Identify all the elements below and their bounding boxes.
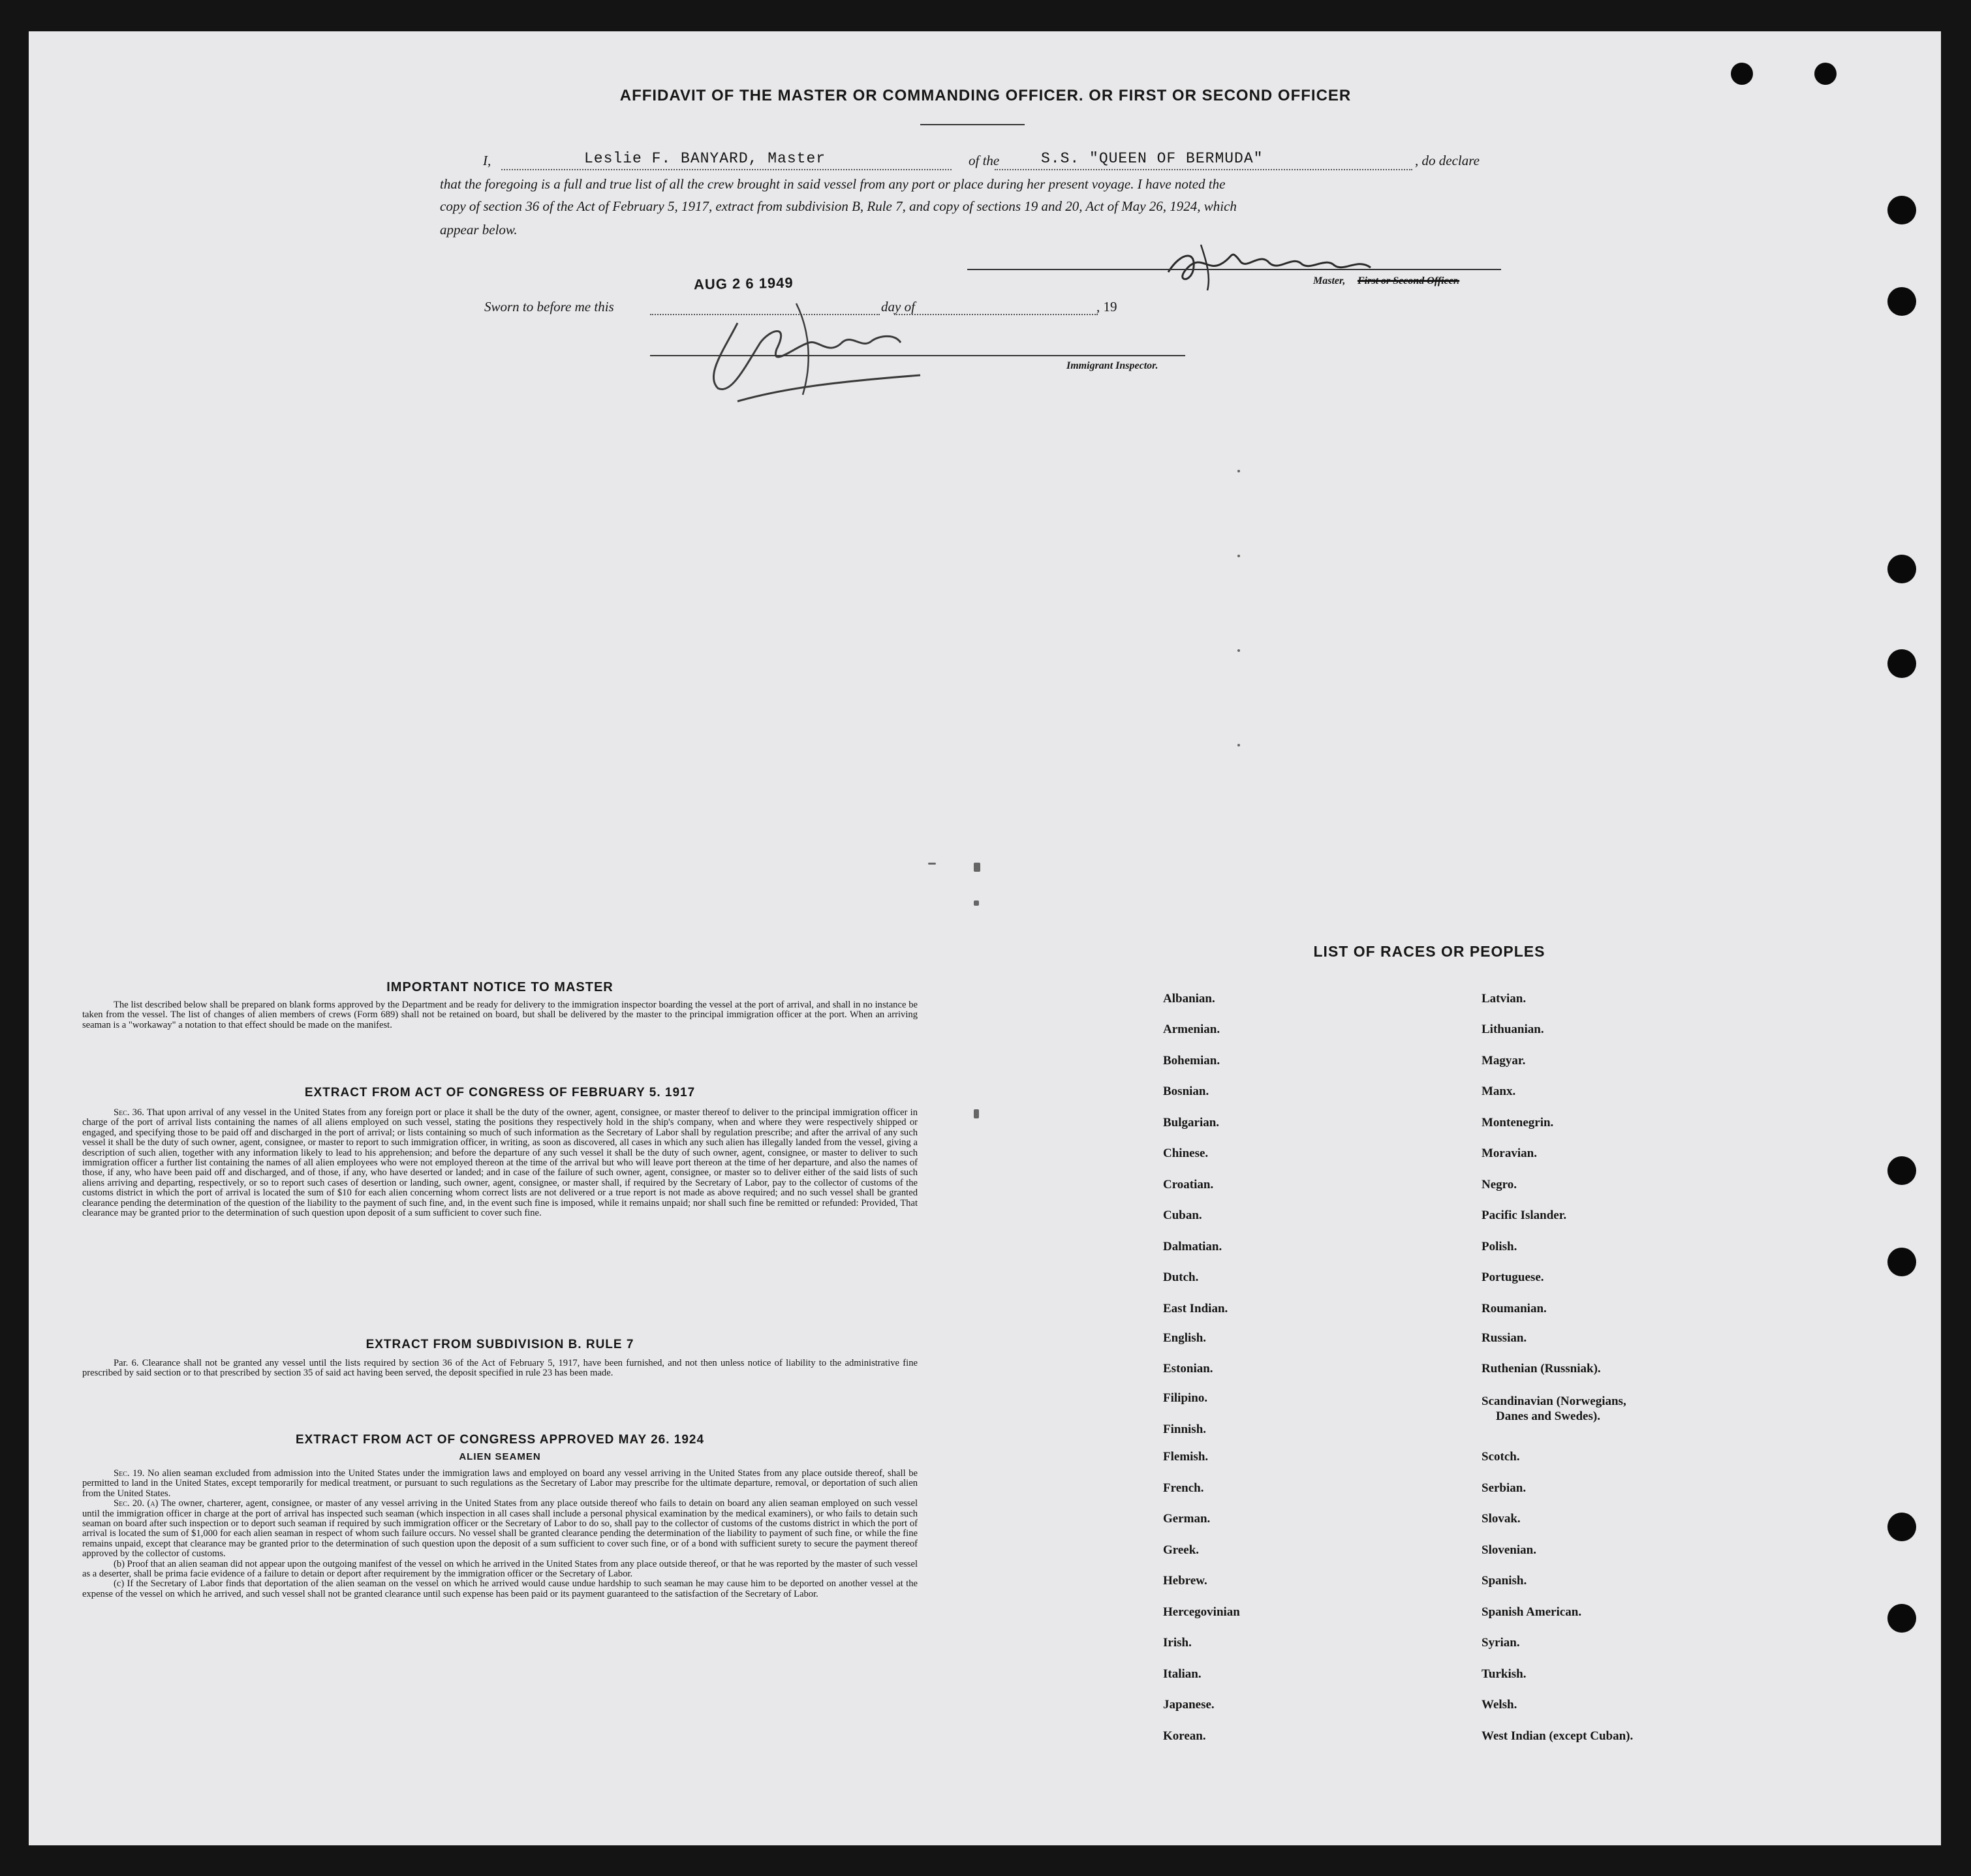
race-item: Slovenian. — [1482, 1543, 1536, 1557]
bleed-mark — [928, 863, 936, 865]
declaration-i: I, — [483, 153, 491, 168]
race-item: Chinese. — [1163, 1146, 1209, 1160]
sec-20b-text: (b) Proof that an alien seaman did not appear upon the outgoing manifest of the vessel on which he arrived in the United States from any place outside thereof, or that he was reported by the master of such vessel as a deserter, shall be prima facie evidence of a failure to detain or deport after requirement by the immigration officer or the Secretary of Labor. — [82, 1558, 918, 1580]
race-item: Serbian. — [1482, 1481, 1527, 1495]
title-divider — [920, 124, 1025, 125]
sec-36-text: That upon arrival of any vessel in the United States from any foreign port or place it shall be the duty of the owner, agent, consignee, or master thereof to deliver to the principal immigration officer in charge of the port of arrival lists containing the names of all aliens employed on such vessel, stating the positions they respectively hold in the ship's company, when and where they were respectively shipped or engaged, and specifying those to be paid off and discharged in the port of arrival; or lists containing so much of such information as the Secretary of Labor shall by regulation prescribe; and after the arrival of any such vessel it shall be the duty of such owner, agent, consignee, or master to report to such immigration officer, in writing, as soon as discovered, all cases in which any such alien has illegally landed from the vessel, giving a description of such alien, together with any information likely to lead to his apprehension; and before the departure of any such vessel it shall be the duty of such owner, agent, consignee, or master to deliver to such immigration officer a further list containing the names of all alien employees who were not employed thereon at the time of the arrival but who will leave port thereon at the time of her departure, and also the names of those, if any, who have been paid off and discharged, and of those, if any, who have deserted or landed; and in case of the failure of such owner, agent, consignee, or master so to deliver either of the said lists of such aliens arriving and departing, respectively, or so to report such cases of desertion or landing, such owner, agent, consignee, or master shall, if required by the Secretary of Labor, pay to the collector of customs of the customs district in which the port of arrival is located the sum of $10 for each alien concerning whom correct lists are not delivered or a true report is not made as above required; and no such vessel shall be granted clearance pending the determination of the question of the liability to the payment of such fine, and, in the event such fine is imposed, while it remains unpaid; nor shall such fine be remitted or refunded: Provided, That clearance may be granted prior to the determination of such question upon deposit of a sum sufficient to cover such fine. — [82, 1107, 918, 1219]
race-item: Spanish. — [1482, 1574, 1527, 1588]
extract-rule7-heading: EXTRACT FROM SUBDIVISION B. RULE 7 — [365, 1338, 634, 1351]
sec-36-label: Sec. 36. — [114, 1107, 144, 1118]
bleed-mark — [974, 1109, 979, 1118]
race-item: West Indian (except Cuban). — [1482, 1729, 1634, 1743]
notice-heading: IMPORTANT NOTICE TO MASTER — [386, 980, 613, 994]
race-item: Italian. — [1163, 1667, 1202, 1681]
race-item: Latvian. — [1482, 992, 1527, 1006]
race-item: Syrian. — [1482, 1636, 1520, 1650]
vessel-field-line — [995, 168, 1412, 170]
race-item: Magyar. — [1482, 1054, 1526, 1068]
inspector-signature-icon — [698, 297, 946, 408]
race-item: Croatian. — [1163, 1178, 1214, 1192]
race-item: Bosnian. — [1163, 1084, 1209, 1098]
race-item: French. — [1163, 1481, 1204, 1495]
race-item: Dutch. — [1163, 1270, 1199, 1284]
race-item: Korean. — [1163, 1729, 1206, 1743]
binder-hole-icon — [1887, 1513, 1916, 1541]
inspector-signature-line — [650, 355, 1185, 356]
master-signature-icon — [1162, 232, 1423, 297]
extract-1917-text — [82, 1108, 918, 1218]
race-item: Moravian. — [1482, 1146, 1537, 1160]
bleed-mark — [1237, 470, 1240, 472]
race-item: Hebrew. — [1163, 1574, 1207, 1588]
sec-19-text — [82, 1469, 918, 1499]
extract-1917-heading: EXTRACT FROM ACT OF CONGRESS OF FEBRUARY 5. 1917 — [304, 1086, 696, 1099]
race-item: Ruthenian (Russniak). — [1482, 1362, 1601, 1376]
extract-1917-section — [82, 1086, 918, 1218]
race-item: Spanish American. — [1482, 1605, 1582, 1619]
race-item: Manx. — [1482, 1084, 1516, 1098]
bleed-mark — [974, 900, 979, 906]
race-item: Montenegrin. — [1482, 1116, 1554, 1130]
sec-19-label: Sec. 19. — [114, 1468, 145, 1479]
race-item: Portuguese. — [1482, 1270, 1544, 1284]
sworn-prefix: Sworn to before me this — [484, 299, 614, 315]
sec-20a-label: Sec. 20. (a) — [114, 1498, 159, 1509]
date-stamp: AUG 2 6 1949 — [693, 274, 794, 293]
race-item: Turkish. — [1482, 1667, 1527, 1681]
race-item: Polish. — [1482, 1240, 1517, 1253]
race-item: Finnish. — [1163, 1422, 1207, 1436]
race-item: East Indian. — [1163, 1302, 1228, 1315]
sworn-year: , 19 — [1096, 299, 1117, 315]
race-item: Scotch. — [1482, 1450, 1520, 1464]
declaration-line-2: that the foregoing is a full and true list of all the crew brought in said vessel from any port or place during her present voyage. I have noted the — [440, 176, 1226, 192]
sec-20c-text: (c) If the Secretary of Labor finds that deportation of the alien seaman on the vessel on which he arrived would cause undue hardship to such seaman he may cause him to be deported on another vessel at the expense of the vessel on which he arrived, and such vessel shall not be granted clearance until such expense has been paid or its payment guaranteed to the satisfaction of the Secretary of Labor. — [82, 1578, 918, 1599]
binder-hole-icon — [1887, 1604, 1916, 1633]
race-item: Russian. — [1482, 1331, 1527, 1345]
sec-20a-text — [82, 1499, 918, 1559]
declaration-do-declare: , do declare — [1415, 153, 1480, 168]
race-item: Pacific Islander. — [1482, 1208, 1567, 1222]
race-item: Hercegovinian — [1163, 1605, 1240, 1619]
race-item: Estonian. — [1163, 1362, 1213, 1376]
race-item: Japanese. — [1163, 1698, 1215, 1712]
binder-hole-icon — [1887, 1248, 1916, 1276]
binder-hole-icon — [1731, 63, 1753, 85]
race-item: Filipino. — [1163, 1391, 1208, 1405]
race-item: Slovak. — [1482, 1512, 1521, 1526]
race-item: English. — [1163, 1331, 1207, 1345]
extract-rule7-section — [82, 1338, 918, 1379]
race-item: Armenian. — [1163, 1023, 1220, 1036]
race-item: Bohemian. — [1163, 1054, 1220, 1068]
race-item: Dalmatian. — [1163, 1240, 1222, 1253]
alien-seamen-subheading: ALIEN SEAMEN — [459, 1451, 541, 1462]
inspector-label: Immigrant Inspector. — [1066, 360, 1158, 371]
race-item: Irish. — [1163, 1636, 1192, 1650]
race-item: Greek. — [1163, 1543, 1200, 1557]
binder-hole-icon — [1814, 63, 1837, 85]
race-item: Negro. — [1482, 1178, 1517, 1192]
master-name-field: Leslie F. BANYARD, Master — [584, 150, 826, 167]
master-label: Master, — [1313, 275, 1346, 286]
name-field-line — [501, 168, 952, 170]
extract-rule7-text: Par. 6. Clearance shall not be granted any vessel until the lists required by section 36 of the Act of February 5, 1917, have been furnished, and not then unless notice of liability to the administrative fine prescribed by said section or to that prescribed by section 35 of said act having been served, the deposit specified in rule 23 has been made. — [82, 1358, 918, 1379]
race-item: Bulgarian. — [1163, 1116, 1220, 1130]
page-title: AFFIDAVIT OF THE MASTER OR COMMANDING OFFICER. OR FIRST OR SECOND OFFICER — [619, 87, 1352, 104]
races-heading: LIST OF RACES OR PEOPLES — [1313, 943, 1545, 960]
sec-20a-body: The owner, charterer, agent, consignee, or master of any vessel arriving in the United States from any place outside thereof who fails to detain on board any alien seaman employed on such vessel until the immigration officer in charge at the port of arrival has inspected such seaman (which inspection in all cases shall include a personal physical examination by the medical examiners), or who fails to detain such seaman on board after such inspection or to deport such seaman if required by such immigration officer or the Secretary of Labor to do so, shall pay to the collector of customs of the customs district in which the port of arrival is located the sum of $1,000 for each alien seaman in respect of whom such failure occurs. No vessel shall be granted clearance pending the determination of the liability to payment of such fine, or while the fine remains unpaid, except that clearance may be granted prior to the determination of such question upon the deposit of a sum sufficient to cover such fine, or of a bond with sufficient surety to secure the payment thereof approved by the collector of customs. — [82, 1498, 918, 1560]
race-item: Cuban. — [1163, 1208, 1202, 1222]
race-item: Scandinavian (Norwegians, — [1482, 1394, 1626, 1408]
notice-section — [82, 980, 918, 1030]
declaration-line-3: copy of section 36 of the Act of February 5, 1917, extract from subdivision B, Rule 7, and copy of sections 19 and 20, Act of May 26, 1924, which — [440, 198, 1237, 214]
bleed-mark — [1237, 649, 1240, 652]
officer-label-struck: First or Second Officer. — [1358, 275, 1460, 286]
extract-1924-heading: EXTRACT FROM ACT OF CONGRESS APPROVED MAY 26. 1924 — [295, 1433, 705, 1447]
race-item: Lithuanian. — [1482, 1023, 1544, 1036]
notice-text: The list described below shall be prepared on blank forms approved by the Department and be ready for delivery to the immigration inspector boarding the vessel at the port of arrival, and shall in no instance be taken from the vessel. The list of changes of alien members of crews (Form 689) shall not be retained on board, but shall be delivered by the master to the principal immigration officer at the port. When an arriving seaman is a "workaway" a notation to that effect should be made on the manifest. — [82, 1000, 918, 1030]
declaration-line-4: appear below. — [440, 222, 518, 238]
race-item: Danes and Swedes). — [1496, 1409, 1600, 1423]
race-item: Albanian. — [1163, 992, 1215, 1006]
race-item: Welsh. — [1482, 1698, 1517, 1712]
binder-hole-icon — [1887, 287, 1916, 316]
binder-hole-icon — [1887, 196, 1916, 224]
bleed-mark — [1237, 555, 1240, 557]
master-signature-line — [967, 269, 1501, 270]
extract-1924-section — [82, 1433, 918, 1599]
vessel-name-field: S.S. "QUEEN OF BERMUDA" — [1041, 150, 1264, 167]
binder-hole-icon — [1887, 555, 1916, 583]
sec-19-body: No alien seaman excluded from admission into the United States under the immigration laws and employed on board any vessel arriving in the United States from any place outside thereof, shall be permitted to land in the United States, except temporarily for medical treatment, or pursuant to such regulations as the Secretary of Labor may prescribe for the ultimate departure, removal, or deportation of such alien from the United States. — [82, 1468, 918, 1499]
race-item: Flemish. — [1163, 1450, 1209, 1464]
binder-hole-icon — [1887, 1156, 1916, 1185]
bleed-mark — [974, 863, 980, 872]
sworn-day-of: day of — [881, 299, 915, 315]
binder-hole-icon — [1887, 649, 1916, 678]
race-item: German. — [1163, 1512, 1211, 1526]
bleed-mark — [1237, 744, 1240, 746]
declaration-of-the: of the — [969, 153, 1000, 168]
race-item: Roumanian. — [1482, 1302, 1547, 1315]
